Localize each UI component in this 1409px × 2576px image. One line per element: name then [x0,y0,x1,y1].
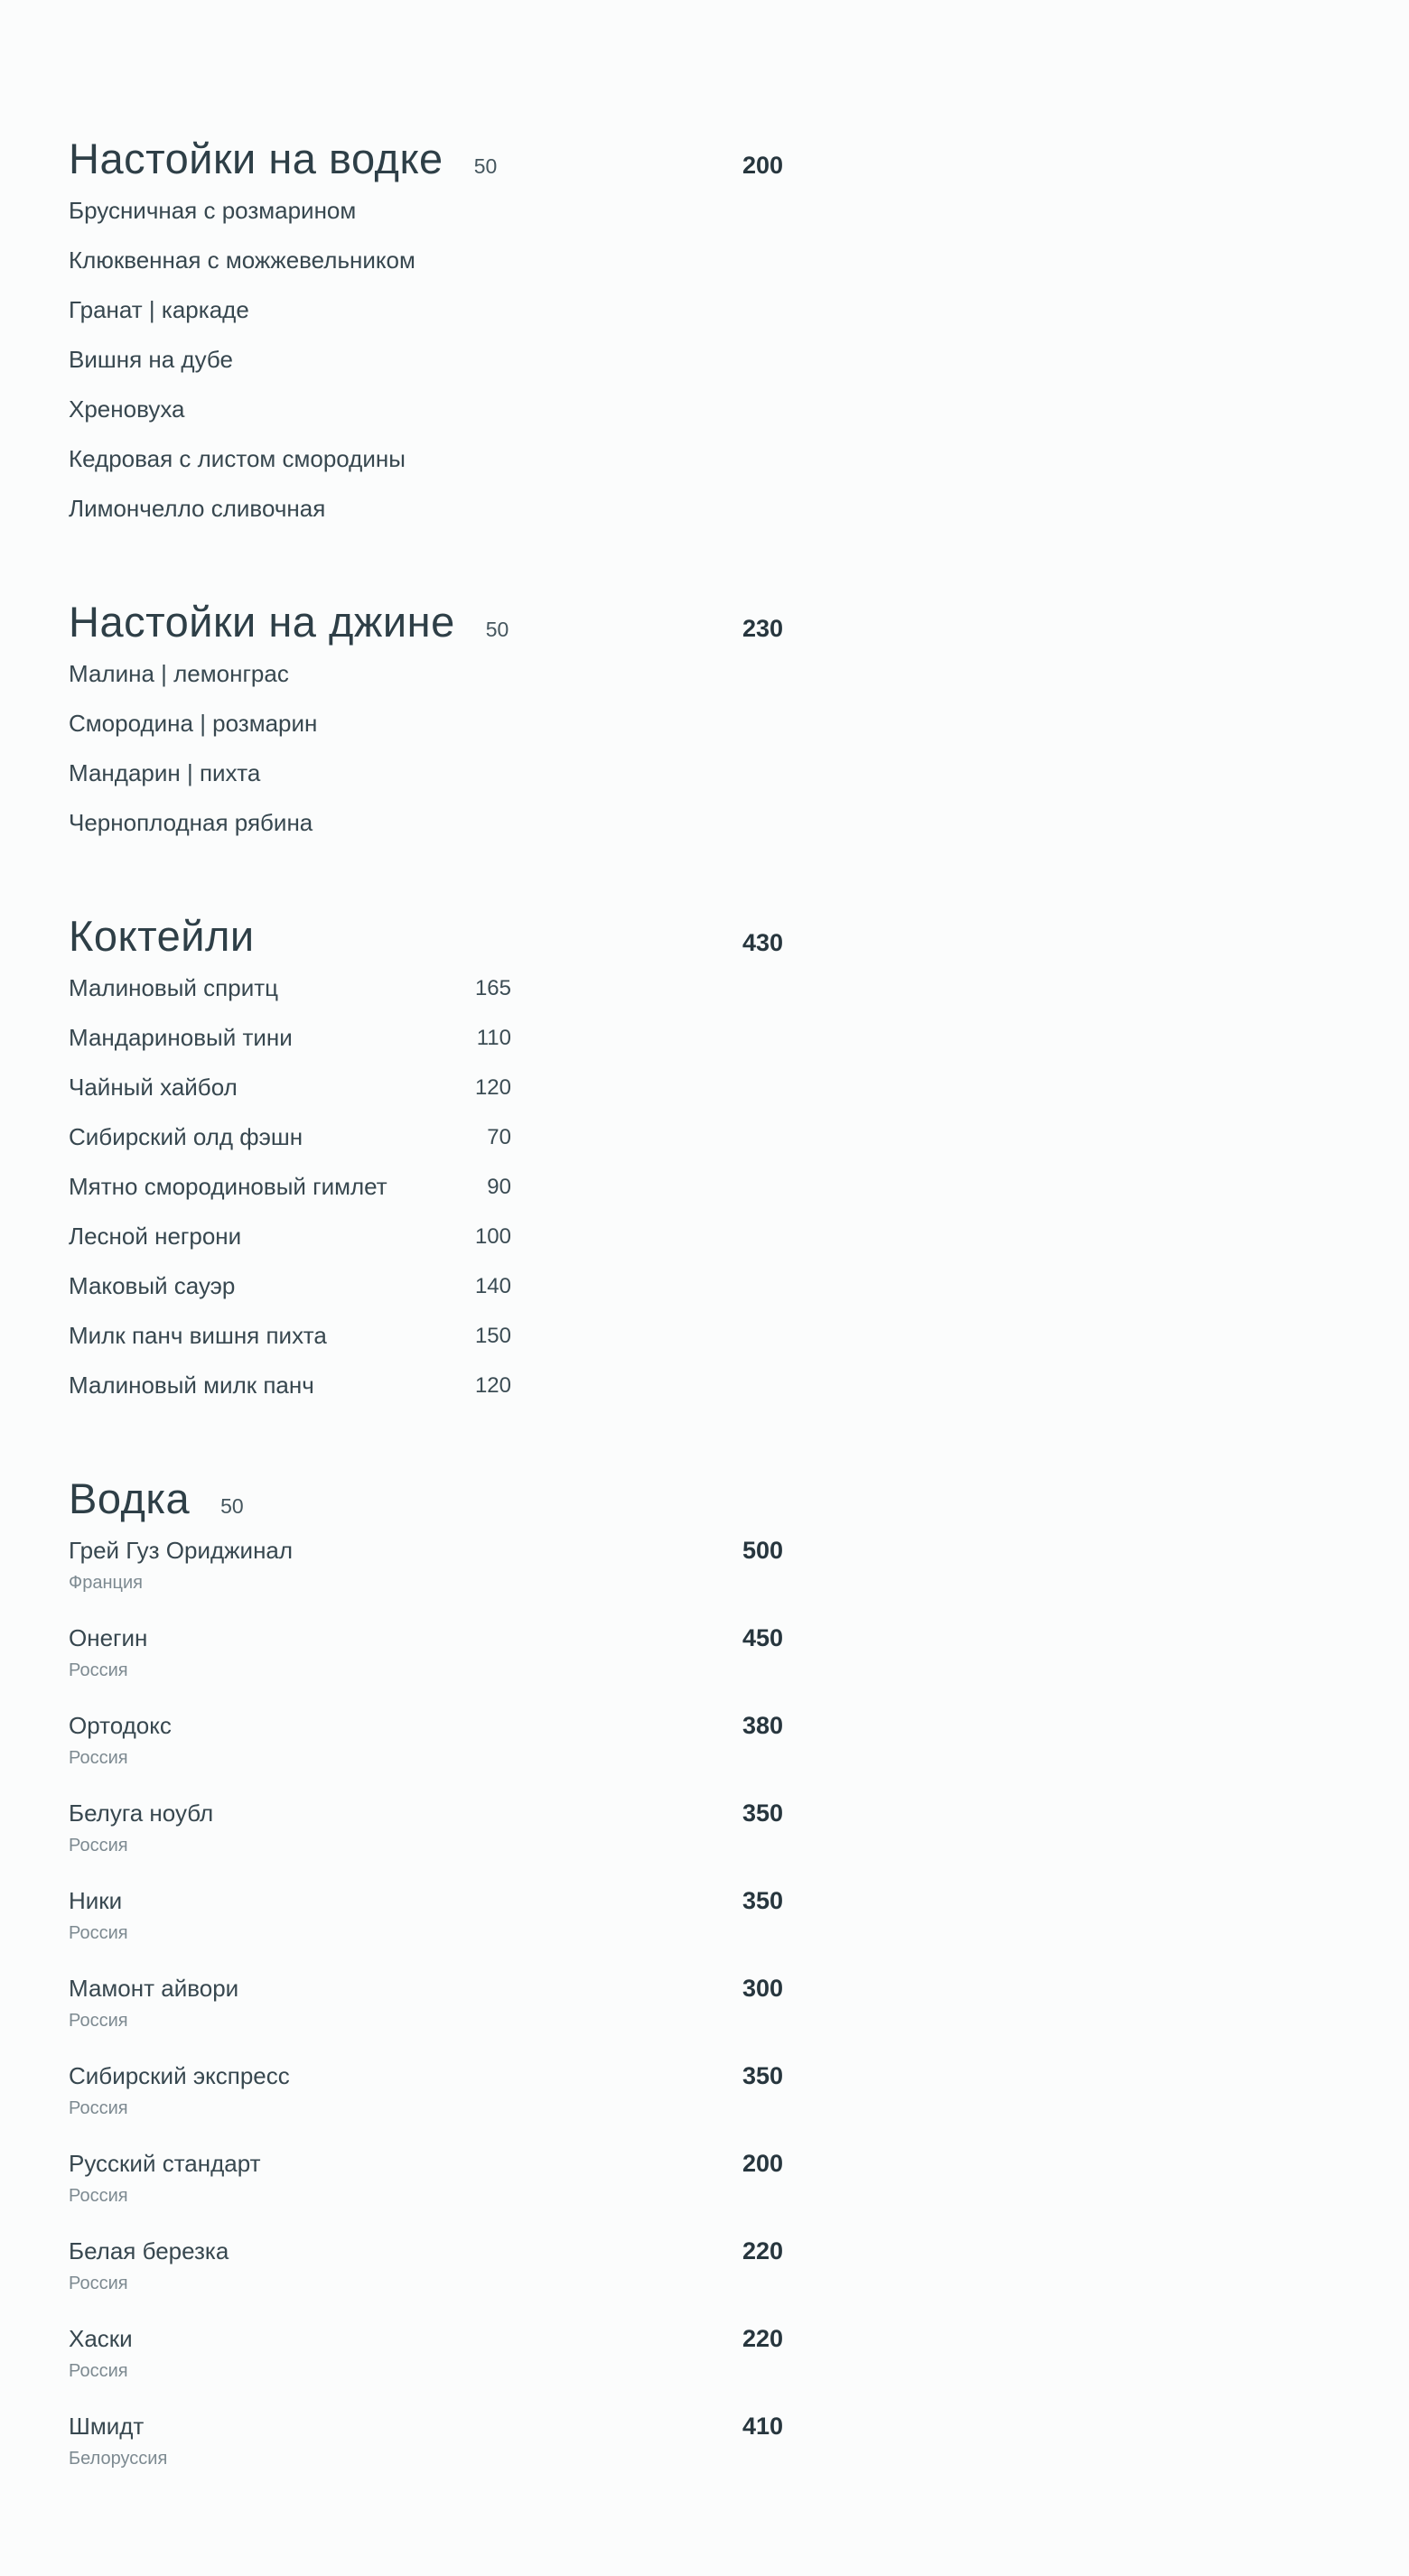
section-items [69,651,994,850]
section-title: Водка [69,1474,191,1522]
menu-item-row [69,188,994,237]
menu-item-row [69,386,994,436]
section-items [69,188,994,535]
item-price: 300 [742,1975,784,2002]
item-name: Русский стандарт [69,2150,261,2177]
item-name: Брусничная с розмарином [69,197,357,224]
item-name: Клюквенная с можжевельником [69,246,415,274]
menu-item [69,188,994,237]
menu-item-row [69,800,994,850]
menu-item [69,1790,994,1857]
item-name: Малина | лемонграс [69,660,289,687]
menu-item [69,337,994,386]
item-name: Черноплодная рябина [69,809,313,836]
section-title: Настойки на водке [69,135,443,182]
item-name: Малиновый спритц [69,974,279,1001]
section-header [69,911,994,962]
item-name: Ники [69,1887,123,1914]
menu-item-row [69,1703,994,1753]
item-origin-country: Россия [69,2011,128,2031]
item-name: Гранат | каркаде [69,296,249,323]
menu-item-row [69,1114,994,1164]
menu-item [69,1313,994,1362]
item-name: Сибирский олд фэшн [69,1123,303,1150]
menu-item-row [69,1263,994,1313]
section-title: Коктейли [69,912,255,960]
menu-item [69,1703,994,1770]
item-origin-country: Россия [69,2098,128,2118]
item-volume-ml: 110 [476,1026,511,1050]
menu-item-row [69,287,994,337]
item-name: Смородина | розмарин [69,710,318,737]
item-name: Мандариновый тини [69,1024,293,1051]
menu-item [69,1015,994,1065]
item-price: 220 [742,2325,784,2352]
menu-item-row [69,337,994,386]
menu-item [69,287,994,337]
section-price: 230 [742,615,784,642]
menu-item-row [69,1966,994,2015]
item-price: 220 [742,2237,784,2264]
item-origin-country: Франция [69,1573,143,1593]
menu-item-row [69,2141,994,2190]
item-price: 350 [742,1799,784,1827]
menu-item-row [69,436,994,486]
item-name: Лесной негрони [69,1223,242,1250]
item-origin-country: Россия [69,1836,128,1855]
menu-item [69,1615,994,1682]
item-price: 450 [742,1624,784,1651]
menu-item-row [69,1164,994,1214]
menu-item-row [69,2228,994,2278]
menu-item [69,1362,994,1412]
item-origin-country: Россия [69,1660,128,1680]
item-volume-ml: 70 [487,1125,511,1149]
menu-item-row [69,1015,994,1065]
section-title: Настойки на джине [69,598,455,646]
menu-item [69,1114,994,1164]
menu-item [69,800,994,850]
item-volume-ml: 100 [474,1224,511,1249]
section-volume-ml: 50 [473,154,498,178]
item-origin-country: Россия [69,1748,128,1768]
menu-item [69,386,994,436]
section-header [69,1474,994,1524]
section-header [69,597,994,647]
menu-item [69,436,994,486]
item-origin-country: Россия [69,2186,128,2206]
menu-item-row [69,2053,994,2103]
item-name: Грей Гуз Ориджинал [69,1537,294,1564]
item-name: Малиновый милк панч [69,1372,314,1399]
item-origin-country: Россия [69,2274,128,2293]
item-name: Мандарин | пихта [69,759,261,786]
menu-item [69,1878,994,1945]
menu-section [69,911,994,1412]
menu-item-row [69,965,994,1015]
section-volume-ml: 50 [220,1494,244,1518]
item-name: Маковый сауэр [69,1272,236,1299]
menu-item [69,2053,994,2120]
menu-item-row [69,1065,994,1114]
section-items [69,1528,994,2470]
item-name: Мамонт айвори [69,1975,239,2002]
item-volume-ml: 165 [474,976,511,1000]
menu-item-row [69,237,994,287]
item-name: Онегин [69,1624,148,1651]
menu-item-row [69,1615,994,1665]
item-name: Милк панч вишня пихта [69,1322,327,1349]
section-items [69,965,994,1412]
menu-item [69,1164,994,1214]
item-name: Вишня на дубе [69,346,233,373]
item-price: 350 [742,1887,784,1914]
item-volume-ml: 140 [474,1274,511,1298]
menu-item [69,1214,994,1263]
item-origin-country: Белоруссия [69,2449,168,2469]
section-header [69,134,994,184]
menu-item [69,1528,994,1595]
item-price: 410 [742,2413,784,2440]
menu-item-row [69,651,994,701]
item-price: 500 [742,1537,784,1564]
menu-item-row [69,2316,994,2366]
item-name: Мятно смородиновый гимлет [69,1173,387,1200]
item-origin-country: Россия [69,2361,128,2381]
menu-item [69,965,994,1015]
menu-item-row [69,1878,994,1928]
item-volume-ml: 120 [474,1075,511,1100]
item-name: Хаски [69,2325,133,2352]
menu-item [69,2316,994,2383]
menu-item-row [69,1790,994,1840]
menu-section [69,1474,994,2470]
menu-item-row [69,1313,994,1362]
menu-item-row [69,750,994,800]
menu-item-row [69,1528,994,1577]
item-name: Ортодокс [69,1712,172,1739]
section-volume-ml: 50 [485,618,509,641]
menu-item [69,1065,994,1114]
menu-item-row [69,701,994,750]
section-price: 430 [742,929,784,956]
item-volume-ml: 150 [474,1324,511,1348]
menu-item-row [69,486,994,535]
item-name: Шмидт [69,2413,145,2440]
item-name: Чайный хайбол [69,1074,238,1101]
item-price: 350 [742,2062,784,2089]
section-price: 200 [742,152,784,179]
menu-item [69,486,994,535]
menu-item [69,750,994,800]
menu-item-row [69,1362,994,1412]
item-price: 200 [742,2150,784,2177]
menu-item [69,237,994,287]
menu-item-row [69,1214,994,1263]
menu-section [69,597,994,850]
menu-item [69,651,994,701]
menu-item [69,2141,994,2208]
item-name: Хреновуха [69,395,185,423]
menu-item [69,1263,994,1313]
menu-item [69,701,994,750]
item-name: Сибирский экспресс [69,2062,290,2089]
item-origin-country: Россия [69,1923,128,1943]
item-name: Кедровая с листом смородины [69,445,406,472]
item-volume-ml: 120 [474,1373,511,1398]
item-name: Лимончелло сливочная [69,495,326,522]
menu-section [69,134,994,535]
menu-item [69,2404,994,2470]
item-name: Белая березка [69,2237,229,2264]
menu-item [69,2228,994,2295]
menu-item-row [69,2404,994,2453]
item-price: 380 [742,1712,784,1739]
menu-item [69,1966,994,2032]
item-volume-ml: 90 [487,1175,511,1199]
item-name: Белуга ноубл [69,1799,214,1827]
